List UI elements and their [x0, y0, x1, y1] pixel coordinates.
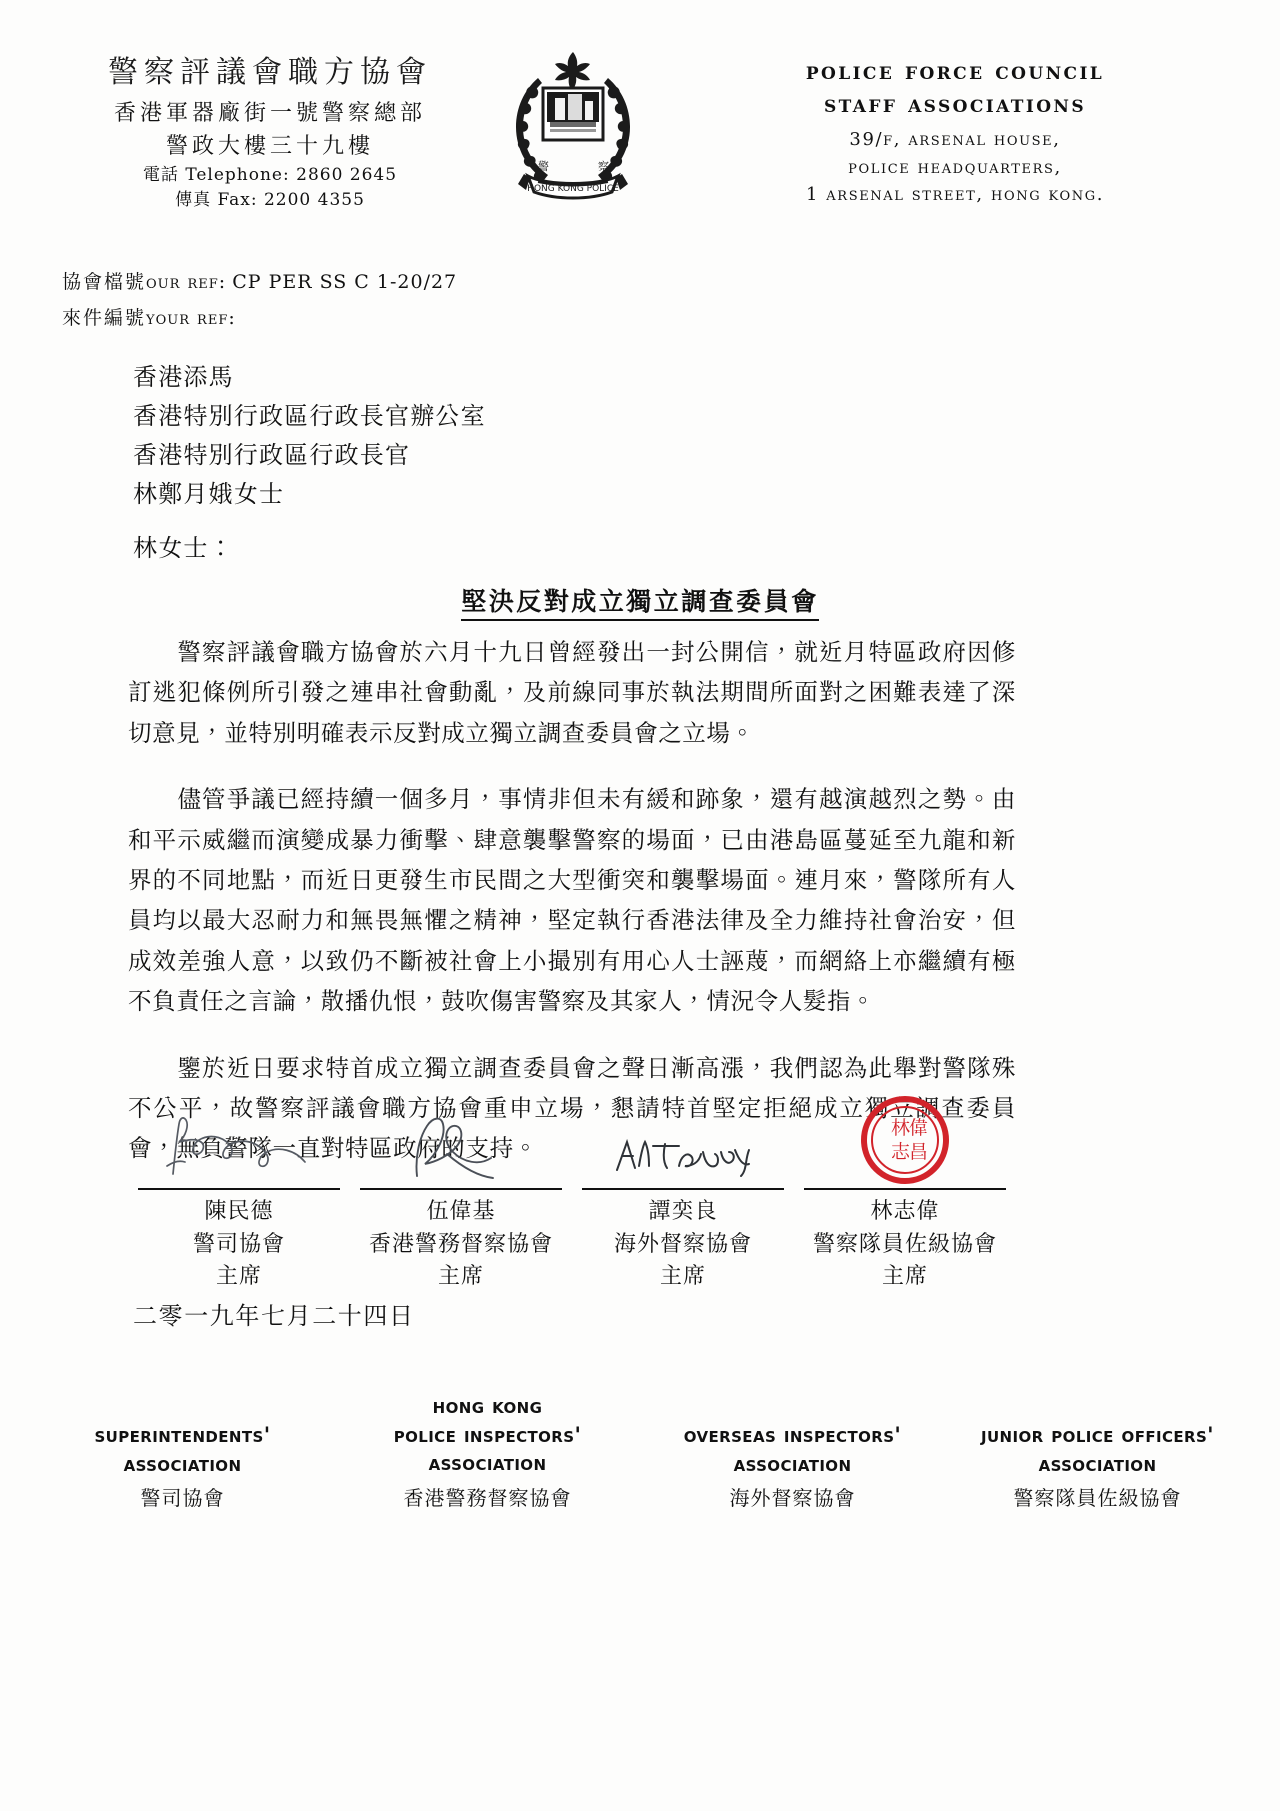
- addressee-block: [133, 358, 833, 514]
- address-zh-line2: 警政大樓三十九樓: [165, 134, 374, 160]
- document-title: [0, 582, 1280, 618]
- footer-associations: [30, 1392, 1250, 1511]
- signatory-association-2: 香港警務督察協會: [368, 1231, 553, 1257]
- footer-en-1-line3: association: [123, 1451, 242, 1476]
- our-ref-label-zh: 協會檔號: [62, 271, 147, 293]
- footer-en-2-line2: police inspectors': [393, 1422, 582, 1447]
- signatory-column-4: [794, 1096, 1016, 1294]
- signatory-role-4: 主席: [881, 1264, 928, 1290]
- signature-rule-3: [582, 1188, 784, 1190]
- reference-block: [62, 264, 762, 336]
- signature-block: [128, 1096, 1016, 1294]
- signatory-role-2: 主席: [437, 1264, 484, 1290]
- svg-text:志: 志: [891, 1141, 911, 1163]
- footer-column-1: [30, 1392, 335, 1511]
- signatory-association-1: 警司協會: [192, 1231, 285, 1257]
- footer-spacer-4: [945, 1392, 1250, 1421]
- footer-en-2-line1: hong kong: [432, 1394, 543, 1418]
- footer-en-4-line3: association: [1038, 1451, 1157, 1476]
- letterhead: [0, 44, 1280, 224]
- en-address-line3: 1 arsenal street, hong kong.: [805, 183, 1105, 205]
- organisation-name-zh: 警察評議會職方協會: [108, 55, 432, 90]
- footer-zh-1: 警司協會: [140, 1486, 225, 1511]
- en-address-line2: police headquarters,: [848, 156, 1062, 178]
- signature-chan-man-tak-icon: [128, 1096, 350, 1188]
- signature-n-a-taylor-icon: [572, 1096, 794, 1188]
- footer-en-1-line2: superintendents': [94, 1423, 271, 1447]
- addressee-line-3: 香港特別行政區行政長官: [133, 440, 411, 469]
- signatory-column-3: [572, 1096, 794, 1294]
- signature-rule-2: [360, 1188, 562, 1190]
- footer-zh-3: 海外督察協會: [729, 1486, 856, 1511]
- footer-en-3-line3: association: [733, 1451, 852, 1476]
- your-ref-label-en: your ref:: [146, 307, 236, 330]
- your-ref-label-zh: 來件編號: [62, 307, 147, 330]
- letterhead-chinese-block: [60, 52, 480, 213]
- svg-text:林: 林: [891, 1117, 911, 1139]
- signatory-column-1: [128, 1096, 350, 1294]
- document-title-text: 堅決反對成立獨立調查委員會: [461, 587, 819, 621]
- svg-text:HONG KONG POLICE: HONG KONG POLICE: [527, 184, 619, 194]
- footer-en-2-line3: association: [428, 1451, 547, 1476]
- svg-text:察: 察: [598, 160, 609, 173]
- footer-column-2: [335, 1392, 640, 1511]
- our-ref-label-en: our ref:: [146, 271, 227, 293]
- salutation: 林女士：: [133, 534, 234, 562]
- footer-zh-4: 警察隊員佐級協會: [1013, 1486, 1182, 1511]
- signatory-column-2: [350, 1096, 572, 1294]
- addressee-line-1: 香港添馬: [133, 363, 234, 391]
- signature-ng-wai-kei-icon: [350, 1096, 572, 1188]
- body-paragraph-2: 儘管爭議已經持續一個多月，事情非但未有緩和跡象，還有越演越烈之勢。由和平示威繼而演變成暴力衝擊、肆意襲擊警察的場面，已由港島區蔓延至九龍和新界的不同地點，而近日更發生市民間之大型衝突和襲擊場面。連月來，警隊所有人員均以最大忍耐力和無畏無懼之精神，堅定執行香港法律及全力維持社會治安，但成效差強人意，以致仍不斷被社會上小撮別有用心人士誣蔑，而網絡上亦繼續有極不負責任之言論，散播仇恨，鼓吹傷害警察及其家人，情況令人髮指。: [128, 785, 1016, 1016]
- signature-rule-4: [804, 1188, 1006, 1190]
- en-title-line2: staff associations: [823, 89, 1087, 119]
- your-ref-line: [62, 300, 762, 336]
- en-address-line1: 39/f, arsenal house,: [849, 129, 1061, 151]
- signatory-name-4: 林志偉: [870, 1199, 940, 1224]
- body-paragraph-1: 警察評議會職方協會於六月十九日曾經發出一封公開信，就近月特區政府因修訂逃犯條例所引發之連串社會動亂，及前線同事於執法期間所面對之困難表達了深切意見，並特別明確表示反對成立獨立調查委員會之立場。: [128, 638, 1016, 747]
- footer-spacer-3: [640, 1392, 945, 1421]
- signature-rule-1: [138, 1188, 340, 1190]
- signatory-name-1: 陳民德: [204, 1199, 274, 1224]
- signatory-name-2: 伍偉基: [426, 1199, 496, 1224]
- footer-en-4-line2: junior police officers': [980, 1423, 1215, 1447]
- addressee-line-4: 林鄭月娥女士: [133, 479, 285, 508]
- footer-zh-2: 香港警務督察協會: [403, 1485, 572, 1510]
- signatory-role-1: 主席: [215, 1264, 262, 1290]
- letterhead-english-block: [690, 54, 1220, 208]
- letter-date: 二零一九年七月二十四日: [133, 1302, 415, 1330]
- svg-text:昌: 昌: [909, 1141, 929, 1163]
- svg-text:偉: 偉: [909, 1117, 929, 1139]
- our-ref-line: [62, 264, 762, 300]
- signatory-association-3: 海外督察協會: [613, 1231, 752, 1257]
- body-paragraph-3: 鑒於近日要求特首成立獨立調查委員會之聲日漸高漲，我們認為此舉對警隊殊不公平，故警察評議會職方協會重申立場，懇請特首堅定拒絕成立獨立調查委員會，無負警隊一直對特區政府的支持。: [128, 1053, 1016, 1163]
- footer-spacer-1: [30, 1392, 335, 1421]
- footer-en-3-line2: overseas inspectors': [683, 1423, 902, 1447]
- footer-column-3: [640, 1392, 945, 1511]
- en-title-line1: police force council: [805, 56, 1105, 85]
- signatory-role-3: 主席: [659, 1264, 706, 1290]
- address-zh-line1: 香港軍器廠街一號警察總部: [113, 101, 426, 127]
- fax-line: 傳真 Fax: 2200 4355: [175, 190, 365, 211]
- signatory-association-4: 警察隊員佐級協會: [812, 1231, 997, 1257]
- hong-kong-police-crest-icon: [498, 48, 648, 208]
- red-chop-seal-lam-chi-wai-icon: [794, 1096, 1016, 1188]
- footer-column-4: [945, 1392, 1250, 1511]
- our-ref-value: CP PER SS C 1-20/27: [232, 271, 458, 293]
- signatory-name-3: 譚奕良: [648, 1199, 718, 1224]
- addressee-line-2: 香港特別行政區行政長官辦公室: [133, 401, 486, 430]
- telephone-line: 電話 Telephone: 2860 2645: [142, 165, 398, 186]
- svg-text:警: 警: [538, 160, 549, 173]
